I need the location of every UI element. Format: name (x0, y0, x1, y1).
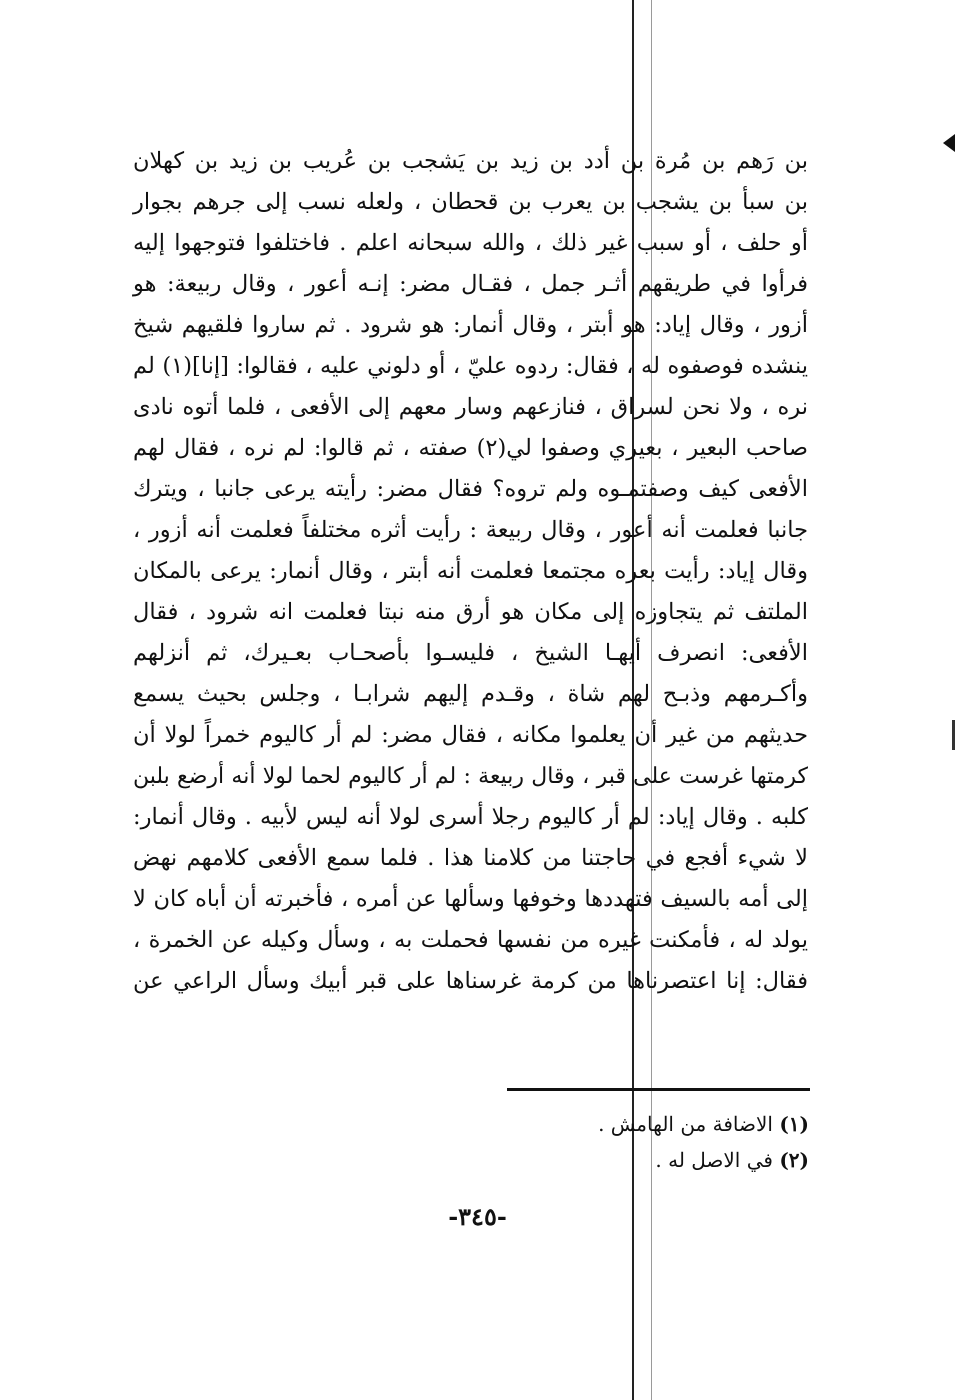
footnote-separator (507, 1088, 810, 1091)
text-line: لا شيء أفجع في حاجتنا من كلامنا هذا . فلما سمع الأفعى كلامهم نهض (133, 845, 808, 871)
footnote-number: (١) (779, 1112, 809, 1136)
text-line: صاحب البعير ، بعيري وصفوا لي(٢) صفته ، ثم قالوا: لم نره ، فقال لهم (133, 435, 808, 461)
text-line: الملتف ثم يتجاوزه إلى مكان هو أرق منه نبتا فعلمت انه شرود ، فقال (133, 599, 808, 625)
text-line: أو حلف ، أو سبب غير ذلك ، والله سبحانه اعلم . فاختلفوا فتوجهوا إليه (133, 230, 808, 256)
text-line: وأكـرمهم وذبـح لهم شاة ، وقـدم إليهم شرابـا ، وجلس بحيث يسمع (133, 681, 808, 707)
text-line: ينشده فوصفوه له ، فقال: ردوه عليّ ، أو دلوني عليه ، فقالوا: [إنا](١) لم (133, 353, 808, 379)
text-line: فقال: إنا اعتصرناها من كرمة غرسناها على قبر أبيك وسأل الراعي عن (133, 968, 808, 994)
page-number: -٣٤٥- (448, 1202, 507, 1231)
text-line: جانبا فعلمت أنه أعور ، وقال ربيعة : رأيت أثره مختلفاً فعلمت أنه أزور ، (133, 517, 808, 543)
text-line: كرمتها غرست على قبر ، وقال ربيعة : لم أر كاليوم لحما لولا أنه أرضع بلبن (133, 764, 808, 789)
main-text-block (133, 141, 808, 1002)
text-line: يولد له ، فأمكنت غيره من نفسها فحملت به ، وسأل وكيله عن الخمرة ، (133, 927, 808, 953)
text-line: أزور ، وقال إياد: هو أبتر ، وقال أنمار: هو شرود . ثم ساروا فلقيهم شيخ (133, 312, 808, 338)
footnotes-block (469, 1106, 809, 1178)
footnote-text: الاضافة من الهامش . (598, 1112, 773, 1136)
text-line: كلبه . وقال إياد: لم أر كاليوم رجلا أسرى لولا أنه ليس لأبيه . وقال أنمار: (133, 804, 808, 830)
footnote (469, 1142, 809, 1178)
text-line: حديثهم من غير أن يعلموا مكانه ، فقال مضر: لم أر كاليوم خمراً لولا أن (133, 722, 808, 748)
text-line: نره ، ولا نحن لسراق ، فنازعهم وسار معهم إلى الأفعى ، فلما أتوه نادى (133, 394, 808, 420)
text-line: فرأوا في طريقهم أثـر جمل ، فقـال مضر: إنـه أعور ، وقال ربيعة: هو (133, 271, 808, 297)
footnote (469, 1106, 809, 1142)
text-line: بن سبأ بن يشجب بن يعرب بن قحطان ، ولعله نسب إلى جرهم بجوار (133, 189, 808, 215)
text-line: إلى أمه بالسيف فتهددها وخوفها وسألها عن أمره ، فأخبرته أن أباه كان لا (133, 886, 808, 912)
margin-pointer-mark (943, 134, 955, 152)
text-line: الأفعى: انصرف أيهـا الشيخ ، فليسـوا بأصحـاب بعـيرك، ثم أنزلهم (133, 640, 808, 666)
text-line: بن رَهم بن مُرة بن أدد بن زيد بن يَشجب بن عُريب بن زيد بن كهلان (133, 148, 808, 174)
text-line: الأفعى كيف وصفتمـوه ولم تروه؟ فقال مضر: رأيته يرعى جانبا ، ويترك (133, 476, 808, 502)
footnote-number: (٢) (779, 1148, 809, 1172)
footnote-text: في الاصل له . (655, 1148, 773, 1172)
text-line: وقال إياد: رأيت بعره مجتمعا فعلمت أنه أبتر ، وقال أنمار: يرعى بالمكان (133, 558, 808, 584)
